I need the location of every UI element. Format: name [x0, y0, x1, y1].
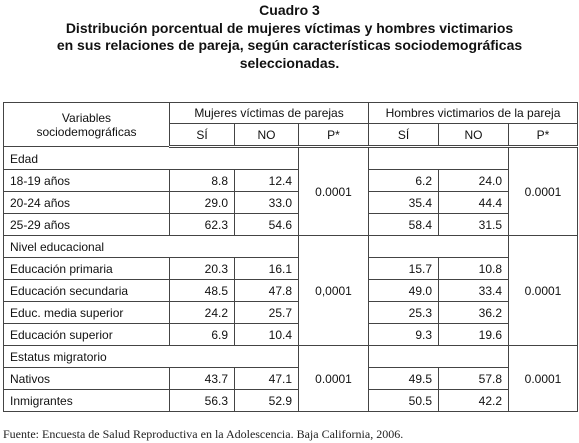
women-yes-cell: 48.5 — [170, 280, 235, 302]
row-label: Nativos — [4, 368, 170, 390]
table-row — [4, 214, 578, 236]
women-yes-cell: 62.3 — [170, 214, 235, 236]
men-no-cell: 42.2 — [439, 390, 509, 412]
women-yes-cell: 43.7 — [170, 368, 235, 390]
section-label: Estatus migratorio — [4, 346, 299, 368]
women-yes-cell: 56.3 — [170, 390, 235, 412]
men-yes-cell: 15.7 — [369, 258, 439, 280]
men-no-cell: 36.2 — [439, 302, 509, 324]
table-row — [4, 324, 578, 346]
header-women-group: Mujeres víctimas de parejas — [170, 103, 369, 124]
women-yes-cell: 6.9 — [170, 324, 235, 346]
women-yes-cell: 8.8 — [170, 170, 235, 192]
header-men-group: Hombres victimarios de la pareja — [369, 103, 578, 124]
header-variables-line-2: sociodemográficas — [36, 124, 137, 139]
women-no-cell: 16.1 — [235, 258, 299, 280]
table-row — [4, 302, 578, 324]
women-no-cell: 25.7 — [235, 302, 299, 324]
table-row — [4, 280, 578, 302]
men-yes-cell: 49.0 — [369, 280, 439, 302]
women-no-cell: 10.4 — [235, 324, 299, 346]
table-row — [4, 368, 578, 390]
women-no-cell: 47.1 — [235, 368, 299, 390]
data-table — [3, 102, 578, 412]
men-no-cell: 44.4 — [439, 192, 509, 214]
men-no-cell: 24.0 — [439, 170, 509, 192]
men-no-cell: 33.4 — [439, 280, 509, 302]
women-yes-cell: 20.3 — [170, 258, 235, 280]
table-row — [4, 192, 578, 214]
women-no-cell: 33.0 — [235, 192, 299, 214]
men-yes-cell: 35.4 — [369, 192, 439, 214]
row-label: Educación primaria — [4, 258, 170, 280]
men-yes-cell: 25.3 — [369, 302, 439, 324]
caption-title-line-1: Distribución porcentual de mujeres víctimas y hombres victimarios — [65, 19, 514, 36]
row-label: 20-24 años — [4, 192, 170, 214]
women-no-cell: 12.4 — [235, 170, 299, 192]
row-label: 18-19 años — [4, 170, 170, 192]
caption-number: Cuadro 3 — [259, 2, 320, 18]
p-value-women: 0.0001 — [299, 346, 369, 412]
header-variables-line-1: Variables — [61, 110, 112, 125]
header-men-no: NO — [439, 124, 509, 147]
women-no-cell: 47.8 — [235, 280, 299, 302]
table-row — [4, 258, 578, 280]
women-yes-cell: 29.0 — [170, 192, 235, 214]
section-label: Edad — [4, 147, 299, 170]
p-value-women: 0.0001 — [299, 147, 369, 236]
p-value-women: 0,0001 — [299, 236, 369, 346]
p-value-men: 0.0001 — [509, 147, 578, 236]
men-yes-cell: 50.5 — [369, 390, 439, 412]
men-yes-cell: 9.3 — [369, 324, 439, 346]
table-row — [4, 390, 578, 412]
men-no-cell: 31.5 — [439, 214, 509, 236]
men-no-cell: 57.8 — [439, 368, 509, 390]
row-label: Educación superior — [4, 324, 170, 346]
header-variables — [4, 103, 170, 147]
p-value-men: 0.0001 — [509, 236, 578, 346]
table-row — [4, 170, 578, 192]
section-spacer — [369, 346, 509, 368]
table-caption — [0, 2, 579, 72]
men-yes-cell: 49.5 — [369, 368, 439, 390]
men-yes-cell: 6.2 — [369, 170, 439, 192]
women-no-cell: 54.6 — [235, 214, 299, 236]
row-label: Inmigrantes — [4, 390, 170, 412]
men-yes-cell: 58.4 — [369, 214, 439, 236]
women-no-cell: 52.9 — [235, 390, 299, 412]
header-men-yes: SÍ — [369, 124, 439, 147]
header-women-p: P* — [299, 124, 369, 147]
header-women-yes: SÍ — [170, 124, 235, 147]
row-label: Educación secundaria — [4, 280, 170, 302]
row-label: Educ. media superior — [4, 302, 170, 324]
section-label: Nivel educacional — [4, 236, 299, 258]
men-no-cell: 10.8 — [439, 258, 509, 280]
row-label: 25-29 años — [4, 214, 170, 236]
men-no-cell: 19.6 — [439, 324, 509, 346]
women-yes-cell: 24.2 — [170, 302, 235, 324]
header-women-no: NO — [235, 124, 299, 147]
header-men-p: P* — [509, 124, 578, 147]
caption-title-line-2: en sus relaciones de pareja, según características sociodemográficas — [56, 37, 523, 53]
section-spacer — [369, 236, 509, 258]
p-value-men: 0.0001 — [509, 346, 578, 412]
source-note: Fuente: Encuesta de Salud Reproductiva en la Adolescencia. Baja California, 2006. — [3, 427, 404, 441]
caption-title-line-3: seleccionadas. — [239, 54, 340, 71]
section-spacer — [369, 147, 509, 170]
